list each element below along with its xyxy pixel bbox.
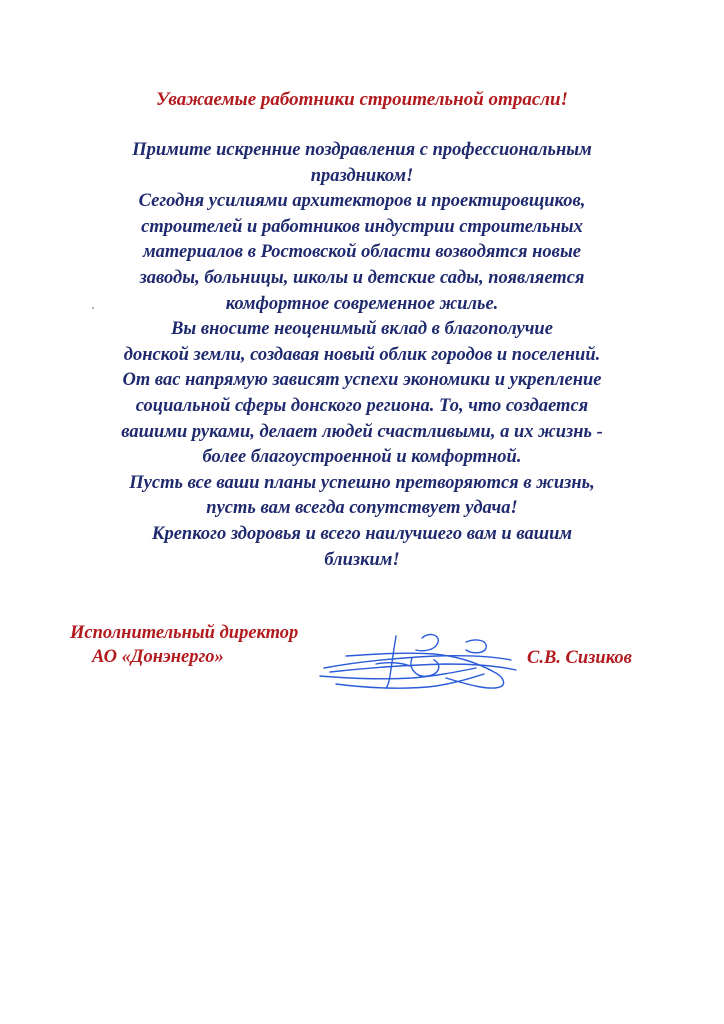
body-line: близким! — [324, 549, 400, 570]
body-line: пусть вам всегда сопутствует удача! — [206, 498, 518, 519]
body-line: донской земли, создавая новый облик городов и поселений. — [123, 344, 601, 365]
body-line: заводы, больницы, школы и детские сады, появляется — [139, 267, 585, 288]
handwritten-signature-icon — [316, 628, 526, 694]
body-line: Крепкого здоровья и всего наилучшего вам и вашим — [151, 523, 573, 544]
body-line: праздником! — [310, 165, 414, 186]
signer-position-line1: Исполнительный директор — [70, 623, 299, 643]
body-line: От вас напрямую зависят успехи экономики и укрепление — [122, 370, 602, 391]
body-line: Примите искренние поздравления с профессиональным — [132, 140, 592, 160]
body-line: комфортное современное жилье. — [225, 293, 499, 314]
body-line: Пусть все ваши планы успешно претворяются в жизнь, — [129, 472, 595, 493]
signer-name: С.В. Сизиков — [527, 648, 632, 668]
body-line: строителей и работников индустрии строительных — [141, 216, 583, 237]
paper-speck — [92, 307, 94, 309]
body-line: социальной сферы донского региона. То, что создается — [135, 395, 589, 416]
letter-body — [40, 138, 684, 573]
body-line: Вы вносите неоценимый вклад в благополучие — [171, 319, 553, 340]
letter-greeting: Уважаемые работники строительной отрасли! — [156, 89, 568, 110]
signer-organization: АО «Донэнерго» — [92, 647, 224, 667]
signer-position — [70, 621, 298, 669]
body-line: более благоустроенной и комфортной. — [202, 447, 522, 468]
body-line: Сегодня усилиями архитекторов и проектировщиков, — [138, 191, 586, 212]
body-line: вашими руками, делает людей счастливыми, а их жизнь - — [121, 421, 603, 442]
body-line: материалов в Ростовской области возводятся новые — [142, 242, 581, 263]
